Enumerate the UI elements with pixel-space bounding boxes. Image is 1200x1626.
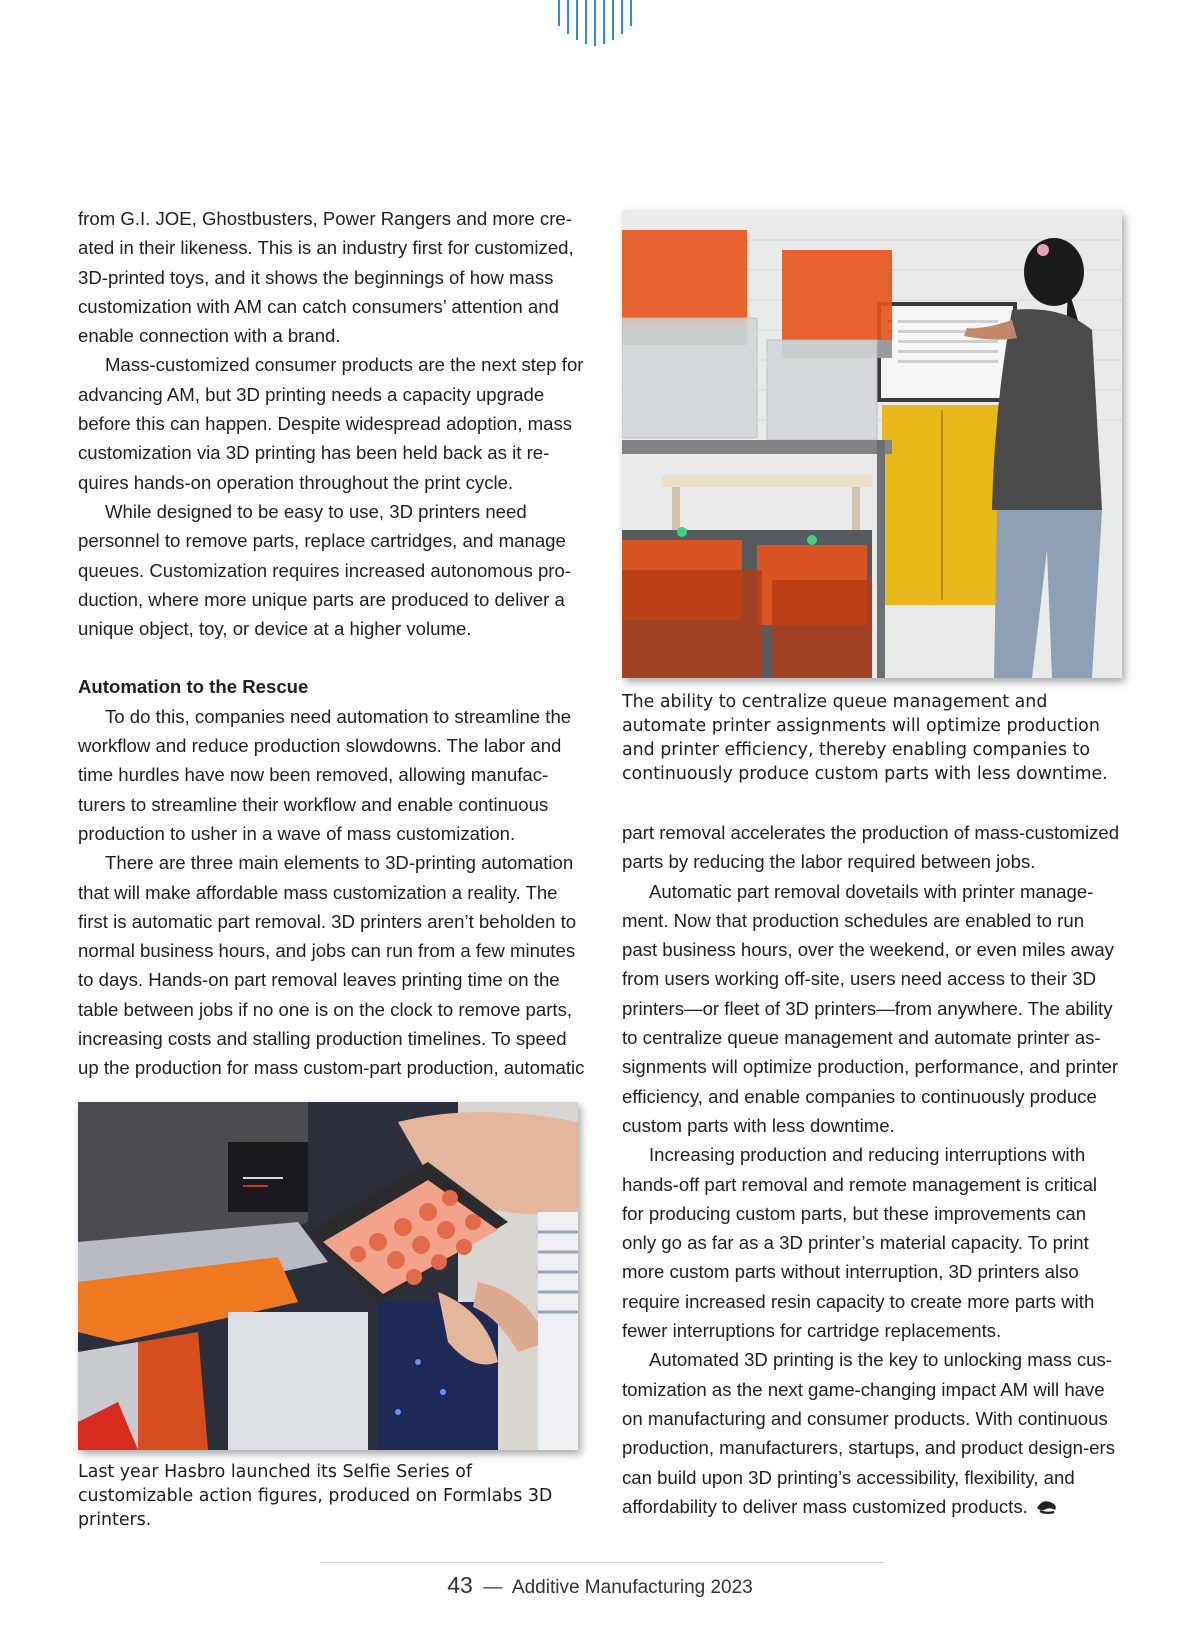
body-paragraph: from G.I. JOE, Ghostbusters, Power Rangers and more cre-ated in their likeness. This is an industry first for customized, 3D-printed toys, and it shows the beginnings of how mass customization with AM can catch consumers’ attention and enable connection with a brand. — [78, 208, 574, 347]
top-decoration-lines — [555, 0, 645, 48]
section-heading: Automation to the Rescue — [78, 676, 309, 698]
publication-name: Additive Manufacturing 2023 — [511, 1577, 753, 1598]
footer-divider — [320, 1562, 884, 1563]
left-column — [78, 204, 588, 1083]
body-paragraph: Automatic part removal dovetails with printer manage-ment. Now that production schedules are enabled to run past business hours, over the weekend, or even miles away from users working off-site, users need access to their 3D printers—or fleet of 3D printers—from anywhere. The ability to centralize queue management and automate printer as-signments will optimize production, performance, and printer efficiency, and enable companies to continuously produce custom parts with less downtime. — [622, 880, 1119, 1136]
photo-caption: The ability to centralize queue management and automate printer assignments will optimize production and printer efficiency, thereby enabling companies to continuously produce custom parts with less downtime. — [622, 692, 1108, 784]
final-paragraph-text: Automated 3D printing is the key to unlocking mass cus-tomization as the next game-changing impact AM will have on manufacturing and consumer products. With continuous production, manufacturers, startups, and product design-ers can build upon 3D printing’s accessibility, flexibility, and affordability to deliver mass customized products. — [622, 1349, 1115, 1517]
body-paragraph: There are three main elements to 3D-printing automation that will make affordable mass customization a reality. The first is automatic part removal. 3D printers aren’t beholden to normal business hours, and jobs can run from a few minutes to days. Hands-on part removal leaves printing time on the table between jobs if no one is on the clock to remove parts, increasing costs and stalling production timelines. To speed up the production for mass custom-part production, automatic — [78, 852, 585, 1079]
body-paragraph: To do this, companies need automation to streamline the workflow and reduce production slowdowns. The labor and time hurdles have now been removed, allowing manufac-turers to streamline their workflow and enable continuous production to usher in a wave of mass customization. — [78, 705, 572, 844]
right-column — [622, 818, 1122, 1521]
footer-separator: — — [483, 1577, 503, 1598]
page-footer — [0, 1572, 1200, 1599]
body-paragraph: part removal accelerates the production of mass-customized parts by reducing the labor required between jobs. — [622, 822, 1120, 873]
body-paragraph: Increasing production and reducing interruptions with hands-off part removal and remote management is critical for producing custom parts, but these improvements can only go as far as a 3D printer’s material capacity. To print more custom parts without interruption, 3D printers also require increased resin capacity to create more parts with fewer interruptions for cartridge replacements. — [622, 1144, 1098, 1342]
body-paragraph — [622, 1345, 1122, 1521]
body-paragraph: While designed to be easy to use, 3D printers need personnel to remove parts, replace cartridges, and manage queues. Customization requires increased autonomous pro-duction, where more unique parts are produced to deliver a unique object, toy, or device at a higher volume. — [78, 500, 572, 640]
page-number: 43 — [447, 1572, 473, 1598]
photo-build-platform-figures — [78, 1102, 578, 1450]
photo-caption: Last year Hasbro launched its Selfie Series of customizable action figures, produced on Formlabs 3D printers. — [78, 1462, 553, 1530]
photo-printer-farm — [622, 210, 1122, 678]
end-of-article-icon — [1034, 1497, 1060, 1515]
body-paragraph: Mass-customized consumer products are the next step for advancing AM, but 3D printing needs a capacity upgrade before this can happen. Despite widespread adoption, mass customization via 3D printing has been held back as it re-quires hands-on operation throughout the print cycle. — [78, 354, 584, 493]
